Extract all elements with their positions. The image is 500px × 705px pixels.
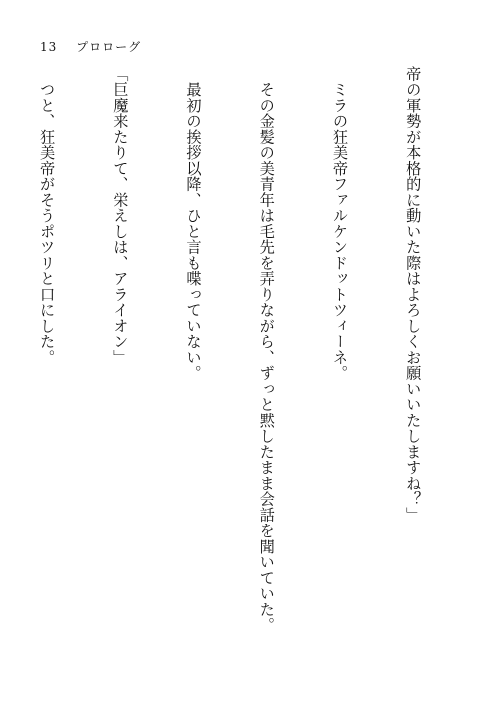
text-line: その金髪の美青年は毛先を弄りながら、ずっと黙したまま会話を聞いていた。 [257,66,276,633]
text-line: 最初の挨拶以降、ひと言も喋っていない。 [184,66,203,381]
text-line: 帝の軍勢が本格的に動いた際はよろしくお願いいたしますね？」 [404,66,423,523]
text-line: つと、狂美帝がそうポツリと口にした。 [38,66,57,366]
page-number: 13 [40,40,58,54]
page-header [40,38,141,55]
text-line: 「巨魔来たりて、栄えしは、アライオン」 [111,66,130,366]
text-line: ミラの狂美帝ファルケンドットツィーネ。 [330,66,349,381]
chapter-title: プロローグ [76,40,142,54]
body-text [18,66,474,678]
